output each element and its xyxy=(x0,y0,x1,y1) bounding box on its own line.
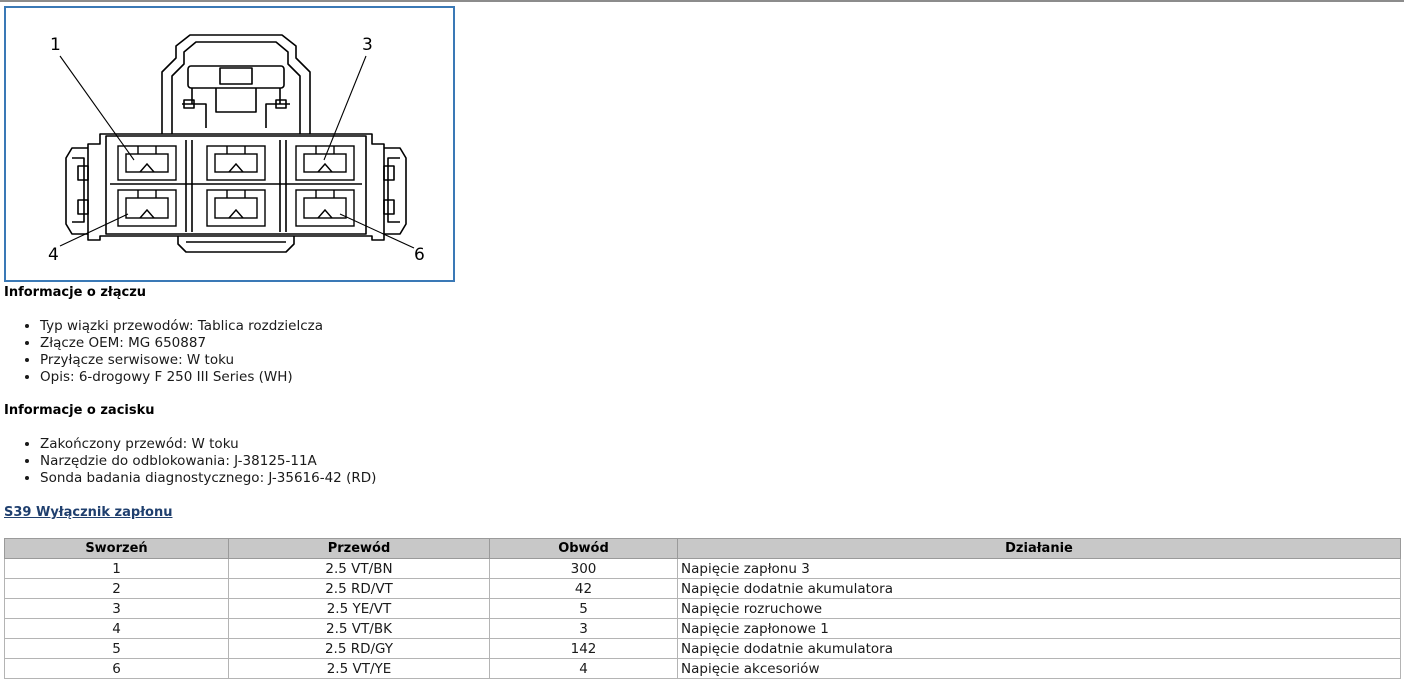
function-cell: Napięcie zapłonu 3 xyxy=(678,559,1401,579)
pin-cell: 4 xyxy=(5,619,229,639)
list-item: • Typ wiązki przewodów: Tablica rozdzielcza xyxy=(40,318,323,335)
connector-info-list xyxy=(22,318,323,386)
pin-callout-4: 4 xyxy=(48,245,59,265)
pin-table xyxy=(4,538,1401,679)
wire-cell: 2.5 RD/GY xyxy=(229,639,490,659)
terminal-info-list xyxy=(22,436,376,487)
pin-cell: 3 xyxy=(5,599,229,619)
circuit-cell: 4 xyxy=(490,659,678,679)
circuit-cell: 142 xyxy=(490,639,678,659)
table-row xyxy=(5,639,1401,659)
circuit-cell: 300 xyxy=(490,559,678,579)
column-header-pin: Sworzeń xyxy=(5,539,229,559)
list-item: • Przyłącze serwisowe: W toku xyxy=(40,352,323,369)
list-item: • Złącze OEM: MG 650887 xyxy=(40,335,323,352)
wire-cell: 2.5 YE/VT xyxy=(229,599,490,619)
cavity-group xyxy=(118,146,354,226)
column-header-wire: Przewód xyxy=(229,539,490,559)
table-row xyxy=(5,559,1401,579)
pin-cell: 2 xyxy=(5,579,229,599)
pin-callout-3: 3 xyxy=(362,35,373,55)
circuit-cell: 3 xyxy=(490,619,678,639)
table-row xyxy=(5,579,1401,599)
table-row xyxy=(5,599,1401,619)
pin-cell: 6 xyxy=(5,659,229,679)
function-cell: Napięcie rozruchowe xyxy=(678,599,1401,619)
column-header-circuit: Obwód xyxy=(490,539,678,559)
function-cell: Napięcie zapłonowe 1 xyxy=(678,619,1401,639)
list-item: • Sonda badania diagnostycznego: J-35616-42 (RD) xyxy=(40,470,376,487)
pin-callout-6: 6 xyxy=(414,245,425,265)
wire-cell: 2.5 VT/YE xyxy=(229,659,490,679)
pin-callout-1: 1 xyxy=(50,35,61,55)
list-item: • Narzędzie do odblokowania: J-38125-11A xyxy=(40,453,376,470)
connector-info-heading: Informacje o złączu xyxy=(4,285,147,300)
connector-diagram xyxy=(4,6,455,282)
list-item: • Opis: 6-drogowy F 250 III Series (WH) xyxy=(40,369,323,386)
function-cell: Napięcie dodatnie akumulatora xyxy=(678,639,1401,659)
pin-cell: 5 xyxy=(5,639,229,659)
circuit-cell: 42 xyxy=(490,579,678,599)
column-header-function: Działanie xyxy=(678,539,1401,559)
circuit-cell: 5 xyxy=(490,599,678,619)
list-item: • Zakończony przewód: W toku xyxy=(40,436,376,453)
table-row xyxy=(5,619,1401,639)
top-divider xyxy=(0,0,1404,2)
connector-drawing xyxy=(6,8,457,284)
table-row xyxy=(5,659,1401,679)
component-link[interactable]: S39 Wyłącznik zapłonu xyxy=(4,505,173,520)
wire-cell: 2.5 VT/BK xyxy=(229,619,490,639)
wire-cell: 2.5 RD/VT xyxy=(229,579,490,599)
terminal-info-heading: Informacje o zacisku xyxy=(4,403,155,418)
table-header-row xyxy=(5,539,1401,559)
pin-cell: 1 xyxy=(5,559,229,579)
function-cell: Napięcie akcesoriów xyxy=(678,659,1401,679)
wire-cell: 2.5 VT/BN xyxy=(229,559,490,579)
function-cell: Napięcie dodatnie akumulatora xyxy=(678,579,1401,599)
